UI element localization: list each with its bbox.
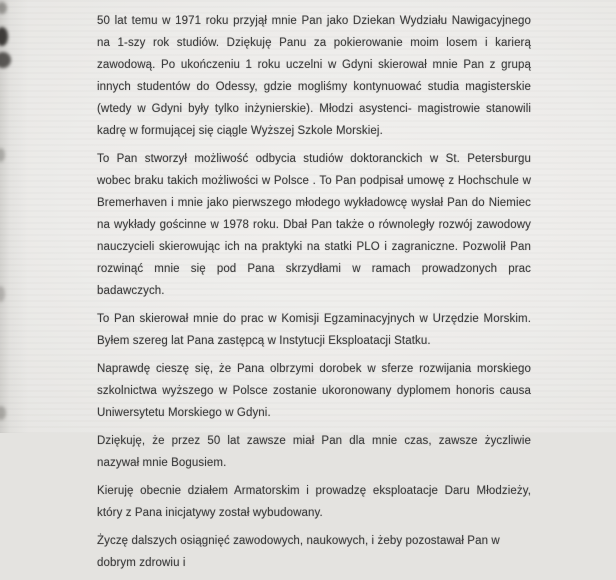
scan-artifact-smudge <box>0 2 7 14</box>
scan-artifact-smudge <box>0 27 8 46</box>
letter-paragraph-current-work: Kieruję obecnie działem Armatorskim i prowadzę eksploatacje Daru Młodzieży, który z Pana inicjatywy został wybudowany. <box>97 485 531 519</box>
letter-paragraph-wishes: Życzę dalszych osiągnięć zawodowych, naukowych, i żeby pozostawał Pan w dobrym zdrowiu i <box>97 535 500 569</box>
scan-artifact-smudge <box>0 286 5 302</box>
letter-paragraph-opening: 50 lat temu w 1971 roku przyjął mnie Pan jako Dziekan Wydziału Nawigacyjnego na 1-szy rok studiów. Dziękuję Panu za pokierowanie moim losem i karierą zawodową. Po ukończeniu 1 roku uczelni w Gdyni skierował mnie Pan z grupą innych studentów do Odessy, gdzie mogliśmy kontynuować studia magisterskie (wtedy w Gdyni były tylko inżynierskie). Młodzi asystenci- magistrowie stanowili kadrę w formującej się ciągle Wyższej Szkole Morskiej. <box>97 15 531 137</box>
letter-body <box>97 10 531 580</box>
scan-artifact-smudge <box>0 52 11 68</box>
letter-paragraph-commission: To Pan skierował mnie do prac w Komisji Egzaminacyjnych w Urzędzie Morskim. Byłem szereg lat Pana zastępcą w Instytucji Eksploatacji Statku. <box>97 313 531 347</box>
letter-paragraph-honoris: Naprawdę cieszę się, że Pana olbrzymi dorobek w sferze rozwijania morskiego szkolnictwa wyższego w Polsce zostanie ukoronowany dyplomem honoris causa Uniwersytetu Morskiego w Gdyni. <box>97 363 531 419</box>
scan-artifact-smudge <box>0 148 5 162</box>
letter-paragraph-doctoral: To Pan stworzył możliwość odbycia studiów doktoranckich w St. Petersburgu wobec braku takich możliwości w Polsce . To Pan podpisał umowę z Hochschule w Bremerhaven i mnie jako pierwszego młodego wykładowcę wysłał Pan do Niemiec na wykłady gościnne w 1978 roku. Dbał Pan także o równoległy rozwój zawodowy nauczycieli skierowując ich na praktyki na statki PLO i zagraniczne. Pozwolił Pan rozwinąć mnie się pod Pana skrzydłami w ramach prowadzonych prac badawczych. <box>97 153 531 297</box>
scan-artifact-smudge <box>0 406 6 420</box>
letter-paragraph-thanks: Dziękuję, że przez 50 lat zawsze miał Pan dla mnie czas, zawsze życzliwie nazywał mnie Bogusiem. <box>97 435 531 469</box>
